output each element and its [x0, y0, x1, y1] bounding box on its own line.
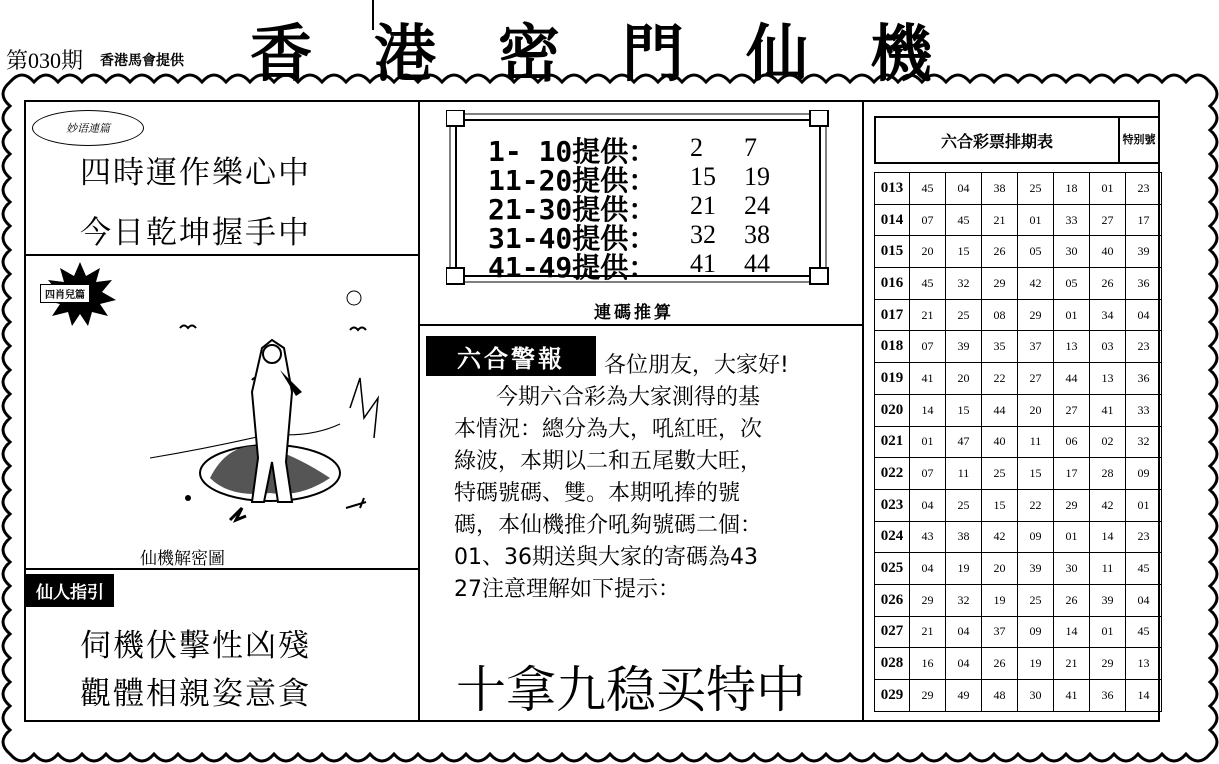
number-cell: 45: [946, 204, 982, 236]
number-cell: 21: [1054, 648, 1090, 680]
number-cell: 14: [1090, 521, 1126, 553]
number-cell: 29: [1018, 299, 1054, 331]
period-cell: 025: [875, 553, 910, 585]
number-value: 7: [744, 133, 757, 162]
number-cell: 41: [1054, 680, 1090, 712]
table-row: [875, 173, 1162, 205]
number-cell: 22: [1018, 489, 1054, 521]
number-value: 19: [744, 162, 770, 191]
number-cell: 29: [910, 584, 946, 616]
number-cell: 01: [1090, 616, 1126, 648]
number-cell: 49: [946, 680, 982, 712]
number-cell: 13: [1090, 363, 1126, 395]
number-cell: 11: [1018, 426, 1054, 458]
table-row: [875, 204, 1162, 236]
number-value: 38: [744, 220, 770, 249]
number-cell: 04: [910, 553, 946, 585]
number-cell: 07: [910, 204, 946, 236]
divider: [420, 324, 864, 326]
number-cell: 20: [910, 236, 946, 268]
number-cell: 04: [1126, 584, 1162, 616]
number-cell: 33: [1126, 394, 1162, 426]
draw-schedule-table: [874, 172, 1162, 712]
number-cell: 27: [1018, 363, 1054, 395]
number-value: 21: [690, 191, 716, 220]
number-cell: 29: [910, 680, 946, 712]
number-cell: 15: [946, 236, 982, 268]
number-cell: 38: [982, 173, 1018, 205]
number-value: 32: [690, 220, 716, 249]
paragraph-line: 今期六合彩為大家測得的基: [496, 385, 761, 410]
number-cell: 13: [1126, 648, 1162, 680]
number-cell: 01: [1054, 521, 1090, 553]
number-cell: 45: [910, 173, 946, 205]
range-label: 1- 10提供：: [488, 135, 657, 168]
number-cell: 19: [946, 553, 982, 585]
number-cell: 01: [910, 426, 946, 458]
number-cell: 11: [1090, 553, 1126, 585]
number-cell: 29: [982, 268, 1018, 300]
number-cell: 26: [1054, 584, 1090, 616]
number-cell: 29: [1090, 648, 1126, 680]
number-cell: 06: [1054, 426, 1090, 458]
table-row: [875, 616, 1162, 648]
table-row: [875, 648, 1162, 680]
table-row: [875, 426, 1162, 458]
number-cell: 28: [1090, 458, 1126, 490]
poem-line: 今日乾坤握手中: [80, 215, 311, 251]
number-cell: 13: [1054, 331, 1090, 363]
number-cell: 26: [1090, 268, 1126, 300]
number-cell: 21: [910, 616, 946, 648]
number-cell: 25: [982, 458, 1018, 490]
number-cell: 14: [1126, 680, 1162, 712]
period-cell: 020: [875, 394, 910, 426]
number-cell: 23: [1126, 173, 1162, 205]
number-cell: 02: [1090, 426, 1126, 458]
number-cell: 05: [1018, 236, 1054, 268]
number-cell: 05: [1054, 268, 1090, 300]
table-row: [875, 363, 1162, 395]
period-cell: 024: [875, 521, 910, 553]
number-cell: 21: [982, 204, 1018, 236]
table-row: [875, 394, 1162, 426]
number-cell: 37: [1018, 331, 1054, 363]
number-cell: 14: [910, 394, 946, 426]
title-char: 密: [498, 17, 623, 90]
table-row: [875, 331, 1162, 363]
number-cell: 23: [1126, 331, 1162, 363]
number-cell: 04: [1126, 299, 1162, 331]
number-cell: 01: [1054, 299, 1090, 331]
alarm-label: 六合警報: [426, 336, 596, 376]
paragraph-line: 01、36期送與大家的寄碼為43: [454, 545, 758, 570]
number-cell: 04: [946, 648, 982, 680]
number-cell: 42: [1090, 489, 1126, 521]
number-cell: 19: [982, 584, 1018, 616]
period-cell: 013: [875, 173, 910, 205]
number-cell: 18: [1054, 173, 1090, 205]
number-cell: 42: [1018, 268, 1054, 300]
number-cell: 23: [1126, 521, 1162, 553]
paragraph-line: 綠波，本期以二和五尾數大旺，: [454, 449, 763, 474]
number-cell: 25: [1018, 584, 1054, 616]
number-cell: 45: [1126, 616, 1162, 648]
table-row: [875, 584, 1162, 616]
number-cell: 09: [1126, 458, 1162, 490]
number-cell: 04: [946, 616, 982, 648]
paragraph-line: 本情況：總分為大，吼紅旺，次: [454, 417, 763, 442]
section-badge: 妙语連篇: [32, 110, 144, 146]
number-cell: 32: [946, 268, 982, 300]
title-char: 仙: [746, 17, 871, 90]
number-cell: 01: [1126, 489, 1162, 521]
number-cell: 29: [1054, 489, 1090, 521]
number-cell: 19: [1018, 648, 1054, 680]
period-cell: 014: [875, 204, 910, 236]
number-cell: 40: [1090, 236, 1126, 268]
number-cell: 38: [946, 521, 982, 553]
period-cell: 028: [875, 648, 910, 680]
range-label: 21-30提供：: [488, 193, 657, 226]
number-cell: 04: [910, 489, 946, 521]
number-cell: 07: [910, 331, 946, 363]
number-cell: 39: [1018, 553, 1054, 585]
table-row: [875, 680, 1162, 712]
period-cell: 016: [875, 268, 910, 300]
number-cell: 34: [1090, 299, 1126, 331]
divider: [862, 100, 864, 722]
number-cell: 30: [1054, 553, 1090, 585]
divider: [24, 254, 420, 256]
paragraph-line: 特碼號碼、雙。本期吼捧的號: [454, 481, 741, 506]
number-value: 41: [690, 249, 716, 278]
number-cell: 39: [1090, 584, 1126, 616]
title-char: 香: [250, 17, 375, 90]
number-cell: 26: [982, 648, 1018, 680]
number-cell: 41: [1090, 394, 1126, 426]
number-cell: 20: [982, 553, 1018, 585]
provider-label: 香港馬會提供: [100, 53, 184, 69]
period-cell: 017: [875, 299, 910, 331]
number-cell: 08: [982, 299, 1018, 331]
table-row: [875, 521, 1162, 553]
period-cell: 015: [875, 236, 910, 268]
period-cell: 019: [875, 363, 910, 395]
number-cell: 30: [1018, 680, 1054, 712]
number-cell: 07: [910, 458, 946, 490]
number-cell: 15: [982, 489, 1018, 521]
number-cell: 01: [1018, 204, 1054, 236]
poem-line: 四時運作樂心中: [80, 155, 311, 191]
number-cell: 01: [1090, 173, 1126, 205]
number-cell: 09: [1018, 521, 1054, 553]
number-value: 24: [744, 191, 770, 220]
number-cell: 48: [982, 680, 1018, 712]
number-cell: 36: [1090, 680, 1126, 712]
issue-number: 第030期: [6, 48, 84, 73]
number-cell: 15: [946, 394, 982, 426]
number-cell: 20: [946, 363, 982, 395]
number-cell: 40: [982, 426, 1018, 458]
number-cell: 39: [946, 331, 982, 363]
table-row: [875, 489, 1162, 521]
picture-caption: 仙機解密圖: [140, 549, 225, 569]
number-cell: 03: [1090, 331, 1126, 363]
number-cell: 17: [1126, 204, 1162, 236]
number-cell: 22: [982, 363, 1018, 395]
paragraph-line: 碼，本仙機推介吼夠號碼二個：: [454, 513, 763, 538]
number-cell: 14: [1054, 616, 1090, 648]
special-number-header: 特别號: [1120, 116, 1160, 164]
number-cell: 44: [982, 394, 1018, 426]
number-cell: 17: [1054, 458, 1090, 490]
table-title: 六合彩票排期表: [874, 116, 1120, 164]
number-cell: 30: [1054, 236, 1090, 268]
paragraph-line: 各位朋友，大家好!: [604, 353, 789, 378]
range-label: 31-40提供：: [488, 222, 657, 255]
title-char: 門: [622, 17, 747, 90]
number-cell: 25: [1018, 173, 1054, 205]
poem-line: 觀體相親姿意貪: [80, 676, 311, 712]
table-row: [875, 268, 1162, 300]
period-cell: 026: [875, 584, 910, 616]
number-cell: 43: [910, 521, 946, 553]
slogan: 十拿九稳买特中: [456, 661, 806, 719]
number-cell: 20: [1018, 394, 1054, 426]
poem-line: 伺機伏擊性凶殘: [80, 628, 311, 664]
table-row: [875, 299, 1162, 331]
number-cell: 37: [982, 616, 1018, 648]
number-cell: 15: [1018, 458, 1054, 490]
number-cell: 11: [946, 458, 982, 490]
number-box-caption: 連碼推算: [594, 303, 674, 323]
number-cell: 47: [946, 426, 982, 458]
number-cell: 25: [946, 299, 982, 331]
number-cell: 32: [946, 584, 982, 616]
number-value: 2: [690, 133, 703, 162]
range-label: 11-20提供：: [488, 164, 657, 197]
number-cell: 42: [982, 521, 1018, 553]
period-cell: 018: [875, 331, 910, 363]
number-cell: 33: [1054, 204, 1090, 236]
number-cell: 09: [1018, 616, 1054, 648]
number-cell: 32: [1126, 426, 1162, 458]
table-row: [875, 553, 1162, 585]
period-cell: 022: [875, 458, 910, 490]
number-cell: 27: [1090, 204, 1126, 236]
period-cell: 029: [875, 680, 910, 712]
number-cell: 35: [982, 331, 1018, 363]
sage-illustration: [30, 258, 410, 558]
number-cell: 41: [910, 363, 946, 395]
star-label: 四肖兒篇: [40, 284, 90, 303]
range-label: 41-49提供：: [488, 251, 657, 284]
period-cell: 027: [875, 616, 910, 648]
paragraph-line: 27注意理解如下提示：: [454, 577, 680, 602]
number-cell: 16: [910, 648, 946, 680]
title-char: 港: [374, 17, 499, 90]
table-row: [875, 236, 1162, 268]
number-cell: 45: [910, 268, 946, 300]
section-label: 仙人指引: [26, 574, 114, 607]
number-cell: 39: [1126, 236, 1162, 268]
table-row: [875, 458, 1162, 490]
number-value: 15: [690, 162, 716, 191]
number-cell: 27: [1054, 394, 1090, 426]
number-cell: 21: [910, 299, 946, 331]
number-value: 44: [744, 249, 770, 278]
number-cell: 45: [1126, 553, 1162, 585]
title-char: 機: [870, 17, 995, 90]
number-cell: 44: [1054, 363, 1090, 395]
number-cell: 25: [946, 489, 982, 521]
number-cell: 04: [946, 173, 982, 205]
number-cell: 26: [982, 236, 1018, 268]
number-cell: 36: [1126, 268, 1162, 300]
period-cell: 023: [875, 489, 910, 521]
number-cell: 36: [1126, 363, 1162, 395]
period-cell: 021: [875, 426, 910, 458]
